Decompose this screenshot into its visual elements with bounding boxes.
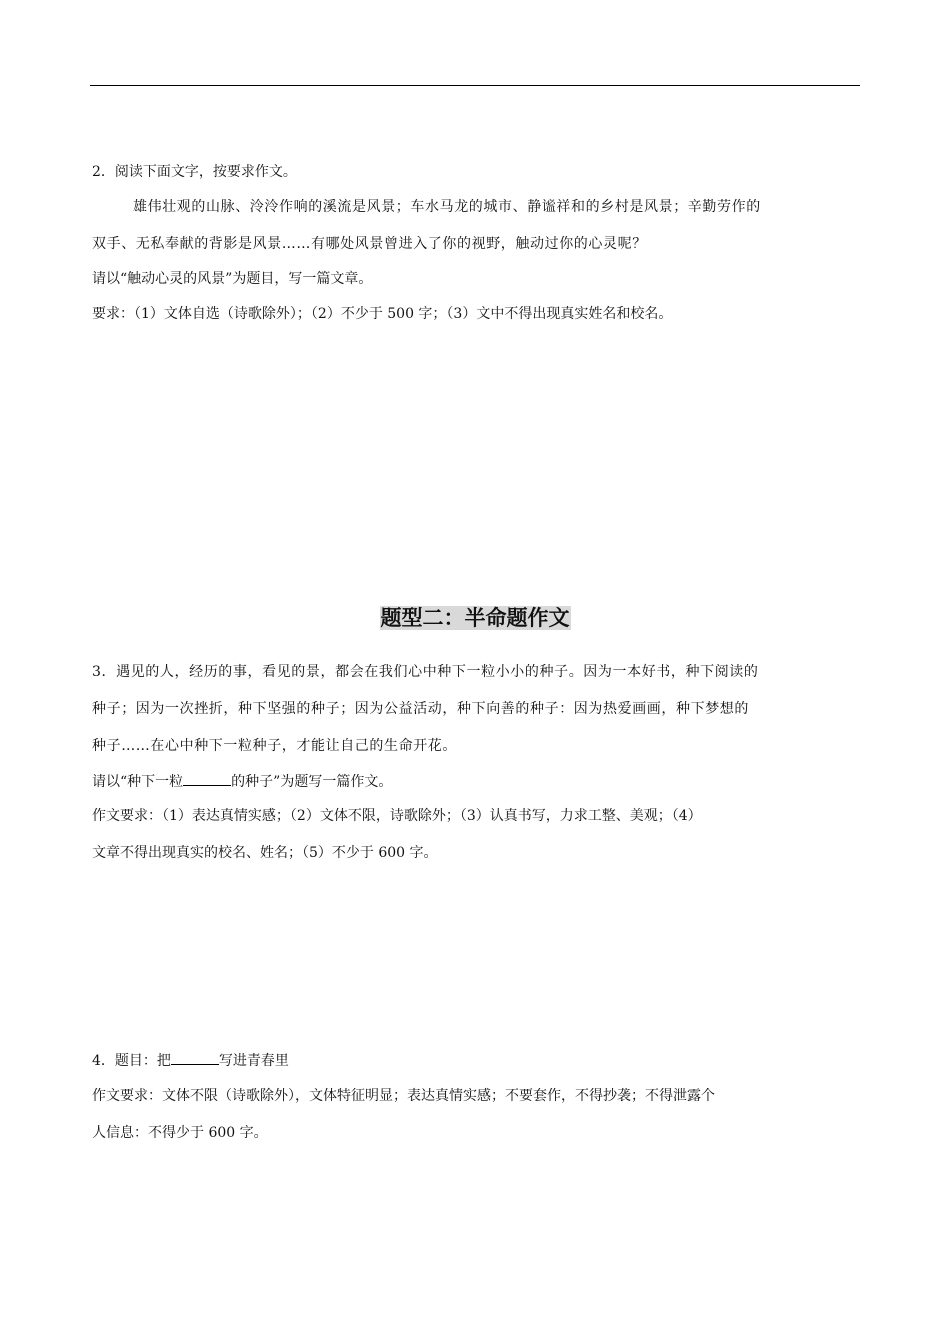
q3-instruction — [92, 771, 392, 792]
q2-passage-line-2: 双手、无私奉献的背影是风景……有哪处风景曾进入了你的视野，触动过你的心灵呢？ — [92, 236, 647, 252]
q4-requirements-line-1: 作文要求：文体不限（诗歌除外），文体特征明显；表达真情实感；不要套作，不得抄袭；不得泄露个 — [92, 1088, 715, 1104]
q4-title — [92, 1050, 289, 1071]
q2-passage-line-1: 雄伟壮观的山脉、泠泠作响的溪流是风景；车水马龙的城市、静谧祥和的乡村是风景；辛勤劳作的 — [133, 199, 761, 215]
q3-passage-line-3: 种子……在心中种下一粒种子，才能让自己的生命开花。 — [92, 738, 457, 754]
q3-passage-line-1: 3．遇见的人，经历的事，看见的景，都会在我们心中种下一粒小小的种子。因为一本好书，种下阅读的 — [92, 664, 759, 680]
header-rule — [90, 85, 860, 86]
fill-in-blank — [171, 1050, 219, 1065]
q2-requirements: 要求：（1）文体自选（诗歌除外）；（2）不少于 500 字；（3）文中不得出现真实姓名和校名。 — [92, 306, 673, 322]
q4-title-pre: 4．题目：把 — [92, 1053, 171, 1069]
q3-instruction-pre: 请以“种下一粒 — [92, 774, 184, 790]
q3-requirements-line-2: 文章不得出现真实的校名、姓名；（5）不少于 600 字。 — [92, 845, 438, 861]
q4-title-post: 写进青春里 — [218, 1053, 289, 1069]
q2-title: 2．阅读下面文字，按要求作文。 — [92, 164, 297, 180]
q3-passage-line-2: 种子；因为一次挫折，种下坚强的种子；因为公益活动，种下向善的种子：因为热爱画画，种下梦想的 — [92, 701, 749, 717]
q2-instruction: 请以“触动心灵的风景”为题目，写一篇文章。 — [92, 271, 373, 287]
fill-in-blank — [183, 771, 231, 786]
q3-requirements-line-1: 作文要求：（1）表达真情实感；（2）文体不限，诗歌除外；（3）认真书写，力求工整、美观；（4） — [92, 808, 702, 824]
q4-requirements-line-2: 人信息：不得少于 600 字。 — [92, 1125, 268, 1141]
section-heading: 题型二：半命题作文 — [380, 606, 570, 630]
q3-instruction-post: 的种子”为题写一篇作文。 — [231, 774, 393, 790]
